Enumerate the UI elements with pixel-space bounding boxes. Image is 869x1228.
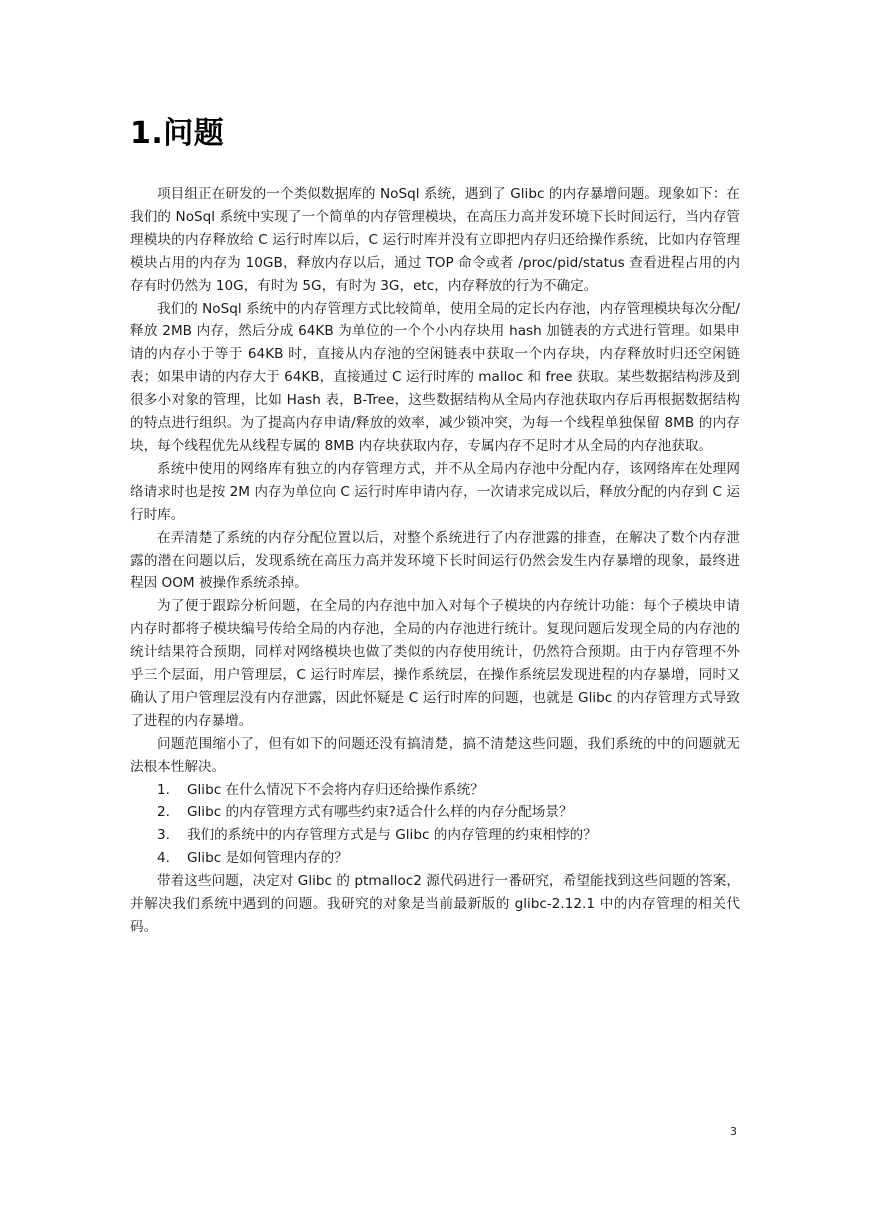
- paragraph: 为了便于跟踪分析问题，在全局的内存池中加入对每个子模块的内存统计功能：每个子模块申请内存时都将子模块编号传给全局的内存池，全局的内存池进行统计。复现问题后发现全局的内存池的统计结果符合预期，同样对网络模块也做了类似的内存使用统计，仍然符合预期。由于内存管理不外乎三个层面，用户管理层，C 运行时库层，操作系统层，在操作系统层发现进程的内存暴增，同时又确认了用户管理层没有内存泄露，因此怀疑是 C 运行时库的问题，也就是 Glibc 的内存管理方式导致了进程的内存暴增。: [130, 598, 740, 729]
- list-item: [130, 779, 740, 802]
- paragraph: 项目组正在研发的一个类似数据库的 NoSql 系统，遇到了 Glibc 的内存暴增问题。现象如下：在我们的 NoSql 系统中实现了一个简单的内存管理模块，在高压力高并发环境下长时间运行，当内存管理模块的内存释放给 C 运行时库以后，C 运行时库并没有立即把内存归还给操作系统，比如内存管理模块占用的内存为 10GB，释放内存以后，通过 TOP 命令或者 /proc/pid/status 查看进程占用的内存有时仍然为 10G，有时为 5G，有时为 3G，etc，内存释放的行为不确定。: [130, 186, 740, 294]
- list-number: 2.: [157, 804, 170, 821]
- list-number: 3.: [157, 827, 170, 844]
- page-number: 3: [730, 1125, 737, 1138]
- list-text: Glibc 是如何管理内存的？: [187, 850, 348, 867]
- list-number: 1.: [157, 781, 170, 798]
- list-text: 我们的系统中的内存管理方式是与 Glibc 的内存管理的约束相悖的？: [187, 827, 597, 844]
- document-body: [130, 183, 740, 939]
- list-item: [130, 824, 740, 847]
- list-item: [130, 847, 740, 870]
- list-item: [130, 801, 740, 824]
- paragraph: 在弄清楚了系统的内存分配位置以后，对整个系统进行了内存泄露的排查，在解决了数个内存泄露的潜在问题以后，发现系统在高压力高并发环境下长时间运行仍然会发生内存暴增的现象，最终进程因 OOM 被操作系统杀掉。: [130, 529, 740, 592]
- question-list: [130, 779, 740, 871]
- paragraph: 带着这些问题，决定对 Glibc 的 ptmalloc2 源代码进行一番研究，希望能找到这些问题的答案，并解决我们系统中遇到的问题。我研究的对象是当前最新版的 glibc-2.12.1 中的内存管理的相关代码。: [130, 873, 740, 935]
- paragraph: 问题范围缩小了，但有如下的问题还没有搞清楚，搞不清楚这些问题，我们系统的中的问题就无法根本性解决。: [130, 735, 740, 775]
- paragraph: 我们的 NoSql 系统中的内存管理方式比较简单，使用全局的定长内存池，内存管理模块每次分配/释放 2MB 内存，然后分成 64KB 为单位的一个个小内存块用 hash 加链表的方式进行管理。如果申请的内存小于等于 64KB 时，直接从内存池的空闲链表中获取一个内存块，内存释放时归还空闲链表；如果申请的内存大于 64KB，直接通过 C 运行时库的 malloc 和 free 获取。某些数据结构涉及到很多小对象的管理，比如 Hash 表，B-Tree，这些数据结构从全局内存池获取内存后再根据数据结构的特点进行组织。为了提高内存申请/释放的效率，减少锁冲突，为每一个线程单独保留 8MB 的内存块，每个线程优先从线程专属的 8MB 内存块获取内存，专属内存不足时才从全局的内存池获取。: [130, 300, 740, 454]
- paragraph: 系统中使用的网络库有独立的内存管理方式，并不从全局内存池中分配内存，该网络库在处理网络请求时也是按 2M 内存为单位向 C 运行时库申请内存，一次请求完成以后，释放分配的内存到 C 运行时库。: [130, 460, 740, 523]
- list-text: Glibc 的内存管理方式有哪些约束?适合什么样的内存分配场景？: [187, 804, 573, 821]
- list-text: Glibc 在什么情况下不会将内存归还给操作系统？: [187, 781, 484, 798]
- section-heading: 1.问题: [130, 116, 225, 151]
- list-number: 4.: [157, 850, 170, 867]
